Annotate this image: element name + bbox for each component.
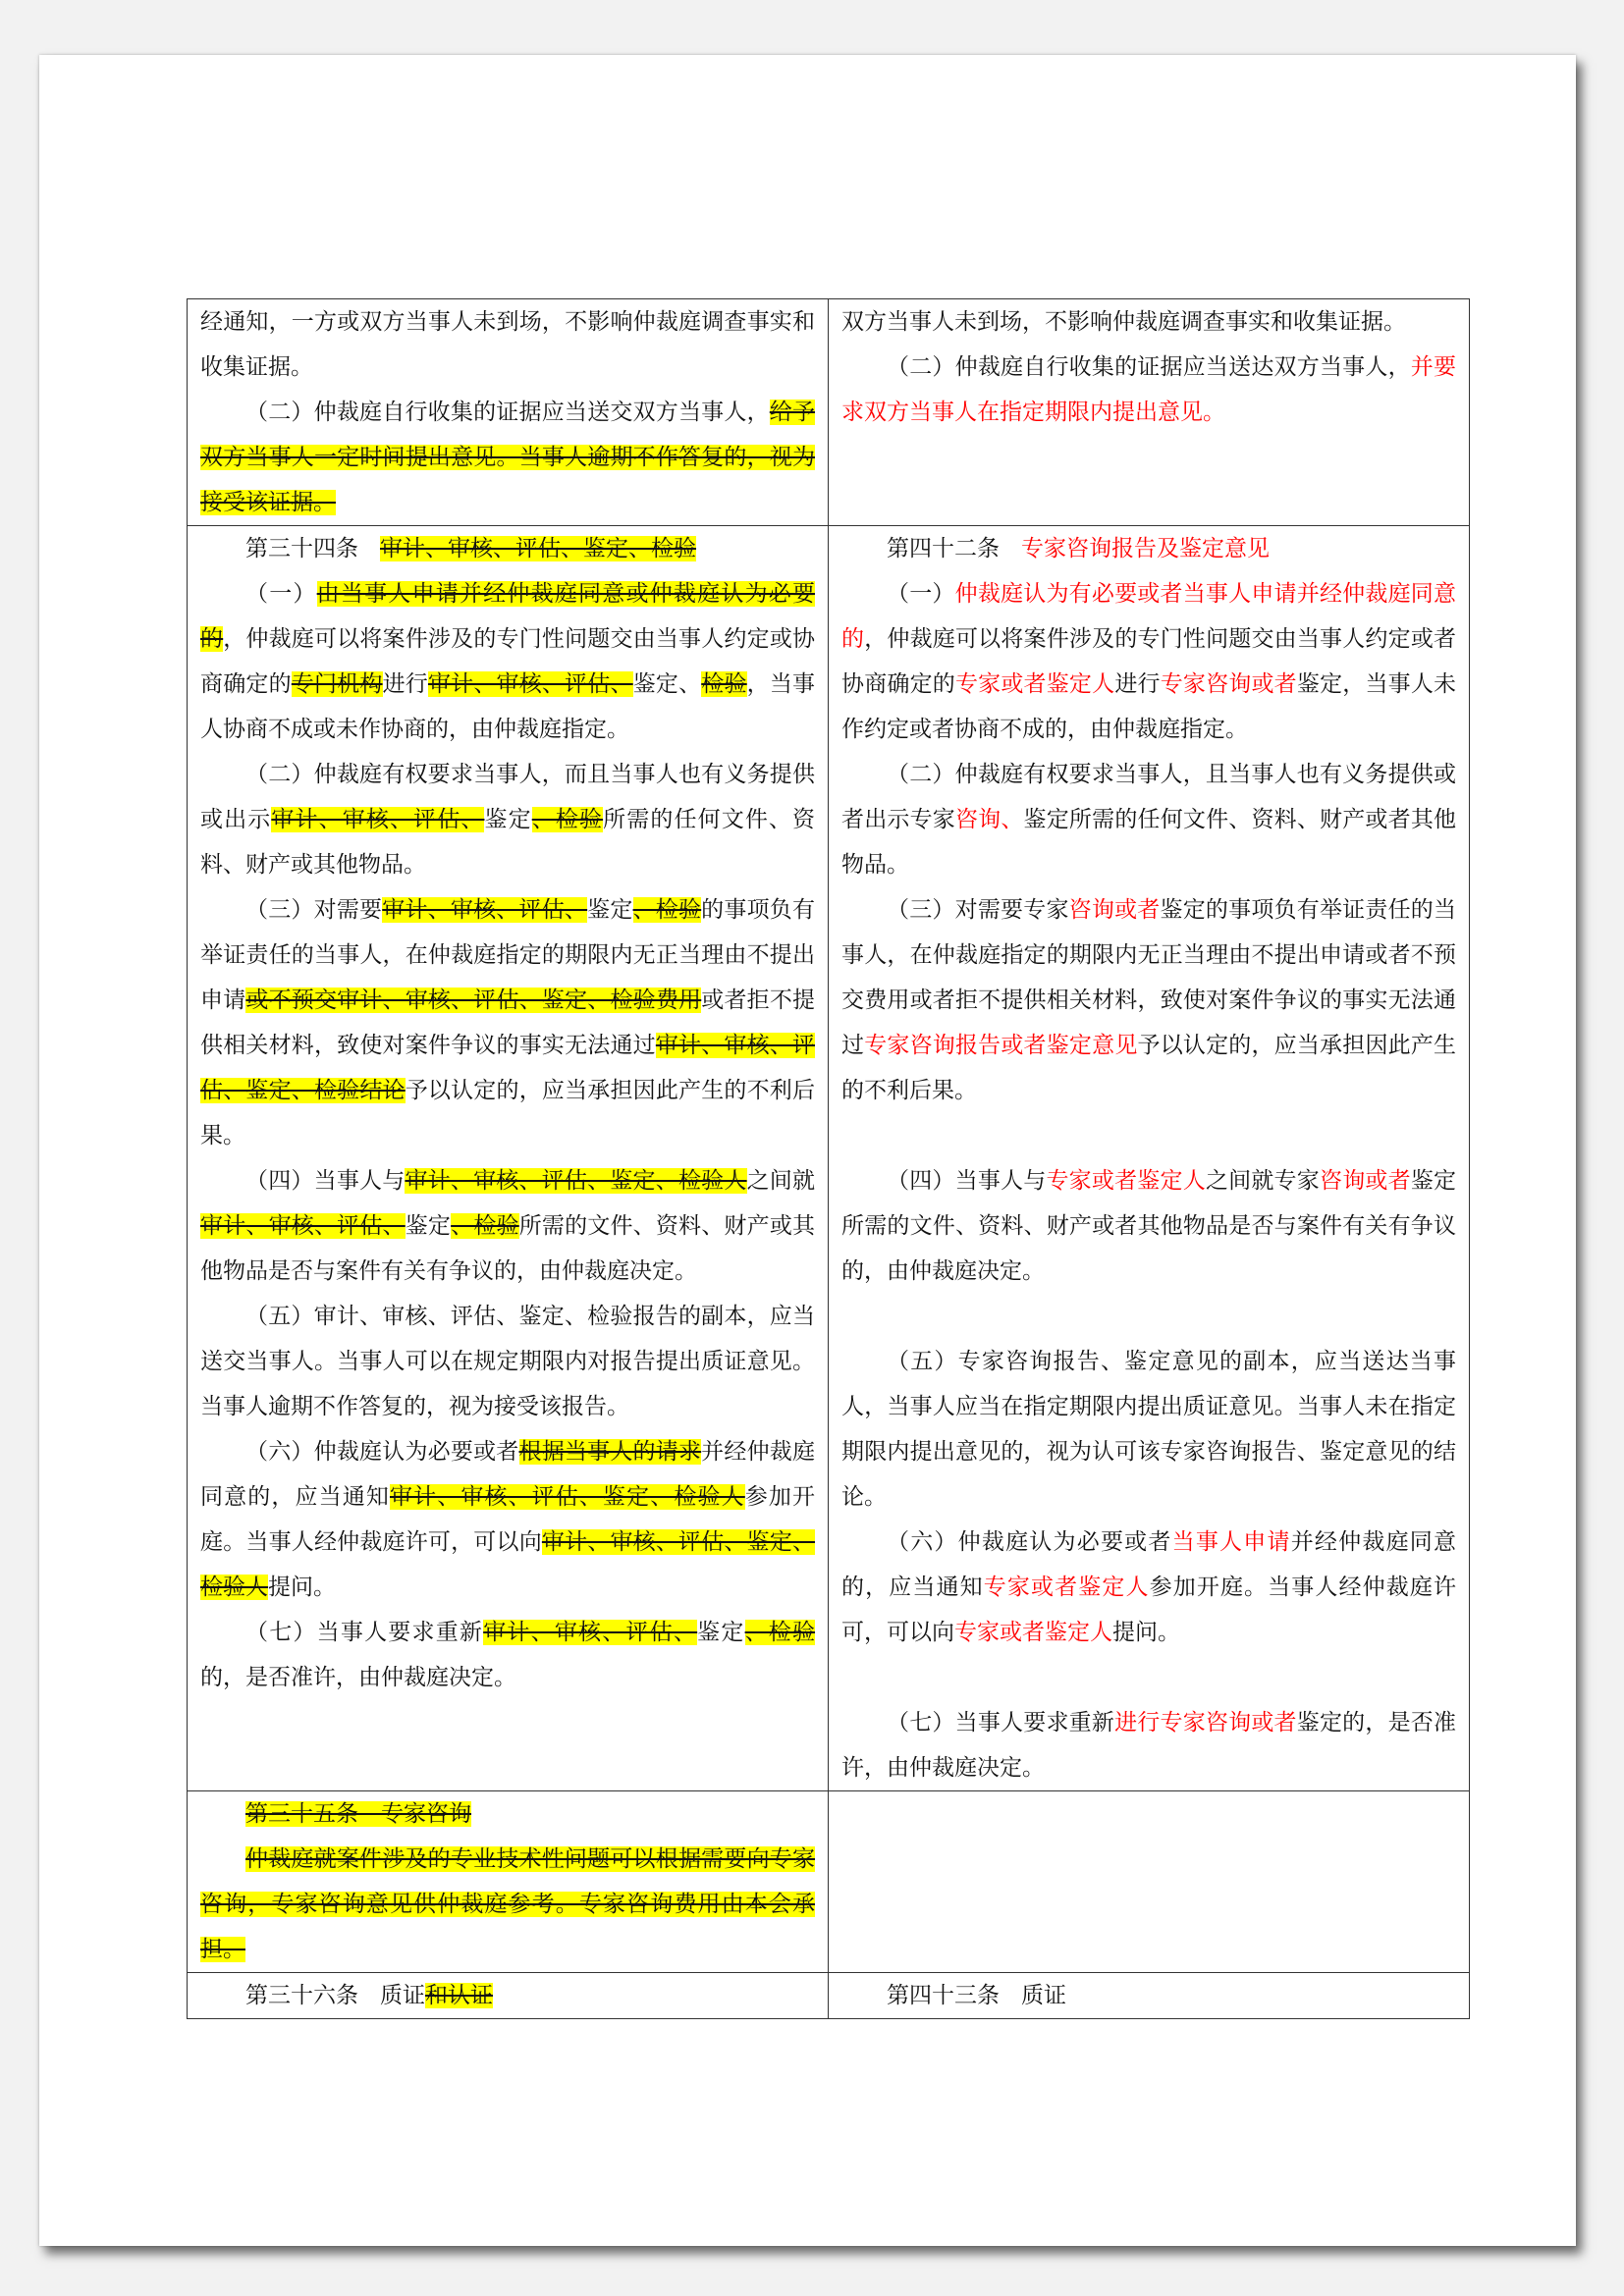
text-run: （一）	[245, 581, 317, 607]
deleted-text: 审计、审核、评估、鉴定、检验结论	[200, 1033, 816, 1103]
text-run: （五）专家咨询报告、鉴定意见的副本，应当送达当事人，当事人应当在指定期限内提出质证意见。当事人未在指定期限内提出意见的，视为认可该专家咨询报告、鉴定意见的结论。	[841, 1349, 1456, 1510]
blank-line	[841, 1655, 1456, 1700]
blank-line	[841, 1294, 1456, 1339]
inserted-text: 并要求双方当事人在指定期限内提出意见。	[841, 354, 1457, 425]
deleted-text: 仲裁庭就案件涉及的专业技术性问题可以根据需要向专家咨询，专家咨询意见供仲裁庭参考。专家咨询费用由本会承担。	[200, 1846, 815, 1962]
clause-paragraph	[841, 752, 1456, 887]
text-run: （二）仲裁庭自行收集的证据应当送达双方当事人，	[887, 354, 1411, 380]
clause-paragraph	[841, 299, 1456, 345]
comparison-table	[187, 298, 1470, 2019]
deleted-text: 审计、审核、评估、	[427, 671, 633, 697]
deleted-text: 审计、审核、评估、鉴定、检验	[380, 536, 696, 561]
deleted-text: 审计、审核、评估、	[483, 1620, 698, 1645]
inserted-text: 专家咨询报告或者鉴定意见	[864, 1033, 1138, 1058]
deleted-text: 第三十五条 专家咨询	[245, 1801, 471, 1827]
text-run: 鉴定	[484, 807, 532, 832]
text-run: 进行	[382, 671, 428, 697]
old-version-cell	[188, 299, 829, 526]
deleted-text: 根据当事人的请求	[518, 1439, 702, 1465]
deleted-text: 专门机构	[291, 671, 383, 697]
text-run: 之间就专家	[1205, 1168, 1320, 1194]
table-row	[188, 299, 1470, 526]
text-run: （六）仲裁庭认为必要或者	[887, 1529, 1172, 1555]
text-run: 鉴定	[405, 1213, 452, 1239]
clause-paragraph	[200, 299, 815, 390]
table-row	[188, 1973, 1470, 2019]
text-run: 经通知，一方或双方当事人未到场，不影响仲裁庭调查事实和收集证据。	[200, 309, 815, 380]
deleted-text: 或不预交审计、审核、评估、鉴定、检验费用	[245, 988, 702, 1013]
text-run: 的事项负有举证责任的当事人，在仲裁庭指定的期限内无正当理由不提出申请	[200, 897, 816, 1013]
article-heading	[841, 526, 1456, 571]
text-run: （一）	[887, 581, 955, 607]
text-run: （五）审计、审核、评估、鉴定、检验报告的副本，应当送交当事人。当事人可以在规定期限内对报告提出质证意见。当事人逾期不作答复的，视为接受该报告。	[200, 1304, 815, 1419]
deleted-text: 、检验	[531, 807, 604, 832]
inserted-text: 咨询、	[954, 807, 1024, 832]
text-run: 参加开庭。当事人经仲裁庭许可，可以向	[200, 1484, 816, 1555]
deleted-text: 和认证	[425, 1983, 493, 2008]
old-version-cell	[188, 1973, 829, 2019]
text-run: 提问。	[268, 1575, 336, 1600]
inserted-text: 专家咨询报告及鉴定意见	[1021, 536, 1270, 561]
text-run: 所需的任何文件、资料、财产或其他物品。	[200, 807, 816, 878]
inserted-text: 专家或者鉴定人	[954, 1620, 1112, 1645]
text-run: 第四十二条	[887, 536, 1000, 561]
text-run: 鉴定，当事人未作约定或者协商不成的，由仲裁庭指定。	[841, 671, 1457, 742]
clause-paragraph	[200, 1429, 815, 1610]
inserted-text: 当事人申请	[1171, 1529, 1291, 1555]
text-run: （三）对需要专家	[887, 897, 1069, 923]
blank-line	[841, 1113, 1456, 1158]
article-heading	[200, 526, 815, 571]
text-run: 第四十三条	[887, 1983, 1000, 2008]
new-version-cell	[829, 1973, 1470, 2019]
text-run: （二）仲裁庭自行收集的证据应当送交双方当事人，	[245, 400, 770, 425]
clause-paragraph	[841, 1700, 1456, 1790]
text-run: 并经仲裁庭同意的，应当通知	[841, 1529, 1457, 1600]
text-run: （二）仲裁庭有权要求当事人，且当事人也有义务提供或者出示专家	[841, 762, 1456, 832]
clause-paragraph	[841, 345, 1456, 435]
text-run: （七）当事人要求重新	[887, 1710, 1115, 1735]
clause-paragraph	[200, 752, 815, 887]
text-run: （六）仲裁庭认为必要或者	[245, 1439, 519, 1465]
text-run: 第三十四条	[245, 536, 358, 561]
table-row	[188, 1791, 1470, 1973]
text-run: 双方当事人未到场，不影响仲裁庭调查事实和收集证据。	[841, 309, 1406, 335]
text-run: （二）仲裁庭有权要求当事人，而且当事人也有义务提供或出示	[200, 762, 815, 832]
text-run: 予以认定的，应当承担因此产生的不利后果。	[200, 1078, 816, 1148]
new-version-cell	[829, 526, 1470, 1791]
clause-paragraph	[200, 571, 815, 752]
text-run: 予以认定的，应当承担因此产生的不利后果。	[841, 1033, 1457, 1103]
old-version-cell	[188, 1791, 829, 1973]
clause-paragraph	[200, 1610, 815, 1700]
clause-paragraph	[200, 1158, 815, 1294]
deleted-text: 、检验	[632, 897, 702, 923]
text-run: 鉴定、	[632, 671, 702, 697]
text-run: 所需的文件、资料、财产或其他物品是否与案件有关有争议的，由仲裁庭决定。	[200, 1213, 816, 1284]
old-version-cell	[188, 526, 829, 1791]
inserted-text: 专家或者鉴定人	[1046, 1168, 1206, 1194]
text-run: 第三十六条	[245, 1983, 358, 2008]
text-run: 鉴定的事项负有举证责任的当事人，在仲裁庭指定的期限内无正当理由不提出申请或者不预交费用或者拒不提供相关材料，致使对案件争议的事实无法通过	[841, 897, 1457, 1058]
deleted-text: 审计、审核、评估、鉴定、检验人	[405, 1168, 747, 1194]
text-run: ，仲裁庭可以将案件涉及的专门性问题交由当事人约定或者协商确定的	[841, 626, 1457, 697]
text-run: （七）当事人要求重新	[245, 1620, 484, 1645]
text-run: （三）对需要	[245, 897, 383, 923]
inserted-text: 进行专家咨询或者	[1114, 1710, 1297, 1735]
text-run: （四）当事人与	[245, 1168, 406, 1194]
table-row	[188, 526, 1470, 1791]
deleted-text: 、检验	[451, 1213, 519, 1239]
text-run: ，当事人协商不成或未作协商的，由仲裁庭指定。	[200, 671, 816, 742]
clause-paragraph	[200, 887, 815, 1158]
deleted-text: 审计、审核、评估、	[382, 897, 588, 923]
inserted-text: 仲裁庭认为有必要或者当事人申请并经仲裁庭同意的	[841, 581, 1456, 652]
text-run: 的，是否准许，由仲裁庭决定。	[200, 1665, 516, 1690]
new-version-cell	[829, 299, 1470, 526]
deleted-text: 、检验	[744, 1620, 816, 1645]
text-run: 鉴定的，是否准许，由仲裁庭决定。	[841, 1710, 1457, 1781]
inserted-text: 专家咨询或者	[1160, 671, 1297, 697]
text-run: 鉴定	[587, 897, 633, 923]
clause-paragraph	[841, 1339, 1456, 1520]
text-run: 进行	[1114, 671, 1161, 697]
text-run: 质证	[380, 1983, 425, 2008]
clause-paragraph	[200, 1837, 815, 1972]
clause-paragraph	[200, 390, 815, 525]
document-page	[39, 55, 1576, 2246]
clause-paragraph	[200, 1791, 815, 1837]
deleted-text: 给予双方当事人一定时间提出意见。当事人逾期不作答复的，视为接受该证据。	[200, 400, 816, 515]
text-run: 提问。	[1112, 1620, 1180, 1645]
article-heading	[200, 1973, 815, 2018]
deleted-text: 检验	[701, 671, 747, 697]
text-run: （四）当事人与	[887, 1168, 1047, 1194]
text-run: 质证	[1021, 1983, 1066, 2008]
text-run: 之间就	[746, 1168, 816, 1194]
text-run: 鉴定	[697, 1620, 745, 1645]
inserted-text: 咨询或者	[1068, 897, 1161, 923]
new-version-cell	[829, 1791, 1470, 1973]
text-run: 鉴定所需的任何文件、资料、财产或者其他物品。	[841, 807, 1457, 878]
deleted-text: 由当事人申请并经仲裁庭同意或仲裁庭认为必要的	[200, 581, 816, 652]
inserted-text: 专家或者鉴定人	[983, 1575, 1150, 1600]
clause-paragraph	[841, 1158, 1456, 1294]
article-heading	[841, 1973, 1456, 2018]
deleted-text: 审计、审核、评估、鉴定、检验人	[200, 1529, 816, 1600]
deleted-text: 审计、审核、评估、	[200, 1213, 406, 1239]
clause-paragraph	[841, 571, 1456, 752]
clause-paragraph	[200, 1294, 815, 1429]
clause-paragraph	[841, 1520, 1456, 1655]
deleted-text: 审计、审核、评估、	[271, 807, 485, 832]
text-run: 参加开庭。当事人经仲裁庭许可，可以向	[841, 1575, 1457, 1645]
text-run: 并经仲裁庭同意的，应当通知	[200, 1439, 816, 1510]
inserted-text: 专家或者鉴定人	[954, 671, 1115, 697]
clause-paragraph	[841, 887, 1456, 1113]
text-run: 鉴定所需的文件、资料、财产或者其他物品是否与案件有关有争议的，由仲裁庭决定。	[841, 1168, 1457, 1284]
deleted-text: 审计、审核、评估、鉴定、检验人	[389, 1484, 745, 1510]
inserted-text: 咨询或者	[1319, 1168, 1411, 1194]
text-run: ，仲裁庭可以将案件涉及的专门性问题交由当事人约定或协商确定的	[200, 626, 816, 697]
text-run: 或者拒不提供相关材料，致使对案件争议的事实无法通过	[200, 988, 816, 1058]
